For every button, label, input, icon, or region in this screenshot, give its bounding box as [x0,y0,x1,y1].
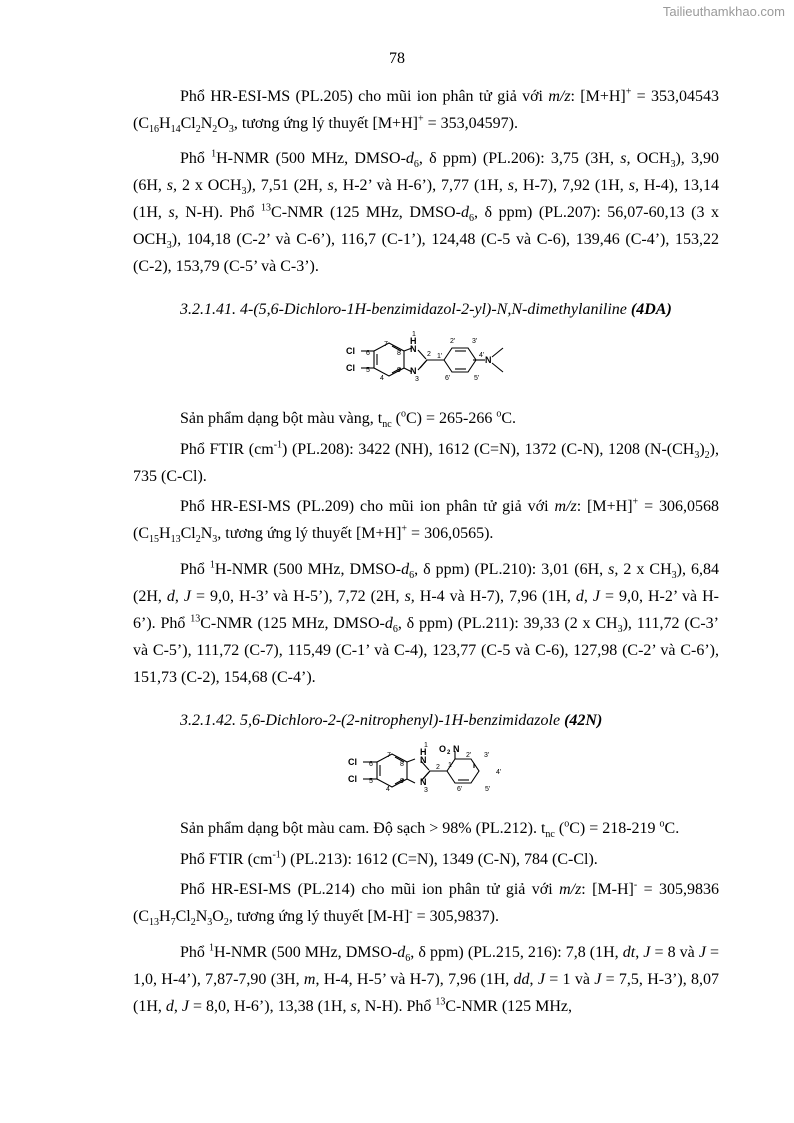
svg-text:6: 6 [366,350,370,357]
structure-42n-drawing [0,740,794,804]
svg-text:6': 6' [445,375,451,382]
svg-text:N: N [410,344,417,354]
svg-text:5: 5 [366,367,370,374]
structure-4da-drawing [0,330,794,394]
svg-text:H: H [420,747,427,757]
svg-text:Cl: Cl [348,757,357,767]
paragraph-4da-appearance: Sản phẩm dạng bột màu vàng, $t_{nc}$ ($^o$C) = 265-266 $^o$C. [180,408,516,431]
paragraph-4da-ftir: Phổ FTIR $(cm^{-1})$ (PL.208): 3422 (NH), 1612 (C=N), 1372 (C-N), 1208 $(N-(CH_3)_2)$, 735 (C-Cl). [133,439,719,485]
paragraph-42n-ftir: Phổ FTIR $(cm^{-1})$ (PL.213): 1612 (C=N), 1349 (C-N), 784 (C-Cl). [180,849,598,868]
svg-text:1: 1 [412,331,416,338]
section-heading-42n: 3.2.1.42. 5,6-Dichloro-2-(2-nitrophenyl)-1H-benzimidazole (42N) [180,712,603,729]
svg-text:N: N [420,777,427,787]
svg-text:4: 4 [380,375,384,382]
svg-text:N: N [410,366,417,376]
svg-text:5': 5' [485,786,491,793]
svg-text:7: 7 [387,752,391,759]
svg-text:3': 3' [484,752,490,759]
svg-text:8: 8 [397,350,401,357]
svg-text:6: 6 [369,761,373,768]
svg-text:3: 3 [415,376,419,383]
section-heading-4da: 3.2.1.41. 4-(5,6-Dichloro-1H-benzimidazol-2-yl)-N,N-dimethylaniline (4DA) [180,301,672,318]
svg-text:3: 3 [424,787,428,794]
svg-text:9: 9 [397,367,401,374]
svg-text:1: 1 [424,742,428,749]
svg-text:3': 3' [472,338,478,345]
paragraph-42n-appearance: Sản phẩm dạng bột màu cam. Độ sạch > 98% (PL.212). $t_{nc}$ ($^o$C) = 218-219 $^o$C. [180,818,680,841]
watermark: Tailieuthamkhao.com [662,4,785,19]
structure-4da [0,330,794,394]
svg-text:2: 2 [447,750,451,756]
svg-text:Cl: Cl [348,774,357,784]
paragraph-hrms-previous: Phổ HR-ESI-MS (PL.205) cho mũi ion phân tử giả với m/z: [M+H]+ = 353,04543 ($C_{16}H_{14}Cl_2N_2O_3$, tương ứng lý thuyết [M+H]+ = 353,04597). [133,86,720,136]
svg-text:6': 6' [457,786,463,793]
paragraph-4da-hrms: Phổ HR-ESI-MS (PL.209) cho mũi ion phân tử giả với m/z: [M+H]+ = 306,0568 ($C_{15}H_{13}Cl_2N_3$, tương ứng lý thuyết [M+H]+ = 306,0565). [133,496,720,546]
svg-text:N: N [485,355,492,365]
svg-text:7: 7 [384,341,388,348]
svg-text:Cl: Cl [346,363,355,373]
svg-text:H: H [410,336,417,346]
svg-text:2': 2' [466,752,472,759]
page-number: 78 [389,50,405,67]
paragraph-42n-hrms: Phổ HR-ESI-MS (PL.214) cho mũi ion phân tử giả với m/z: [M-H]- = 305,9836 ($C_{13}H_7Cl_2N_3O_2$, tương ứng lý thuyết [M-H]- = 305,9837). [133,879,720,929]
svg-text:O: O [439,744,447,754]
svg-text:4: 4 [386,786,390,793]
svg-text:1': 1' [437,353,443,360]
paragraph-4da-nmr: Phổ $^1$H-NMR (500 MHz, DMSO-$d_6$, δ ppm) (PL.210): 3,01 (6H, s, 2 x $CH_3$), 6,84 (2H, d, J = 9,0, H-3’ và H-5’), 7,72 (2H, s, H-4 và H-7), 7,96 (1H, d, J = 9,0, H-2’ và H-6’). Phổ $^{13}$C-NMR (125 MHz, DMSO-$d_6$, δ ppm) (PL.211): 39,33 (2 x $CH_3$), 111,72 (C-3’ và C-5’), 111,72 (C-7), 115,49 (C-1’ và C-4), 123,77 (C-5 và C-6), 127,98 (C-2’ và C-6’), 151,73 (C-2), 154,68 (C-4’). [133,559,720,686]
svg-text:2: 2 [436,764,440,771]
svg-text:5': 5' [474,375,480,382]
svg-text:8: 8 [400,761,404,768]
svg-text:Cl: Cl [346,346,355,356]
svg-text:1': 1' [448,762,454,769]
svg-text:N: N [453,744,460,754]
svg-text:2': 2' [450,338,456,345]
svg-text:N: N [420,755,427,765]
structure-42n [0,740,794,804]
svg-text:4': 4' [479,352,485,359]
svg-text:5: 5 [369,778,373,785]
svg-text:9: 9 [400,778,404,785]
svg-text:2: 2 [427,351,431,358]
paragraph-42n-nmr: Phổ $^1$H-NMR (500 MHz, DMSO-$d_6$, δ ppm) (PL.215, 216): 7,8 (1H, dt, J = 8 và J = 1,0, H-4’), 7,87-7,90 (3H, m, H-4, H-5’ và H-7), 7,96 (1H, dd, J = 1 và J = 7,5, H-3’), 8,07 (1H, d, J = 8,0, H-6’), 13,38 (1H, s, N-H). Phổ $^{13}$C-NMR (125 MHz, [133,942,720,1015]
paragraph-nmr-previous: Phổ $^1$H-NMR (500 MHz, DMSO-$d_6$, δ ppm) (PL.206): 3,75 (3H, s, $OCH_3$), 3,90 (6H, s, 2 x $OCH_3$), 7,51 (2H, s, H-2’ và H-6’), 7,77 (1H, s, H-7), 7,92 (1H, s, H-4), 13,14 (1H, s, N-H). Phổ $^{13}$C-NMR (125 MHz, DMSO-$d_6$, δ ppm) (PL.207): 56,07-60,13 (3 x $OCH_3$), 104,18 (C-2’ và C-6’), 116,7 (C-1’), 124,48 (C-5 và C-6), 139,46 (C-4’), 153,22 (C-2), 153,79 (C-5’ và C-3’). [133,148,720,275]
svg-text:4': 4' [496,769,502,776]
